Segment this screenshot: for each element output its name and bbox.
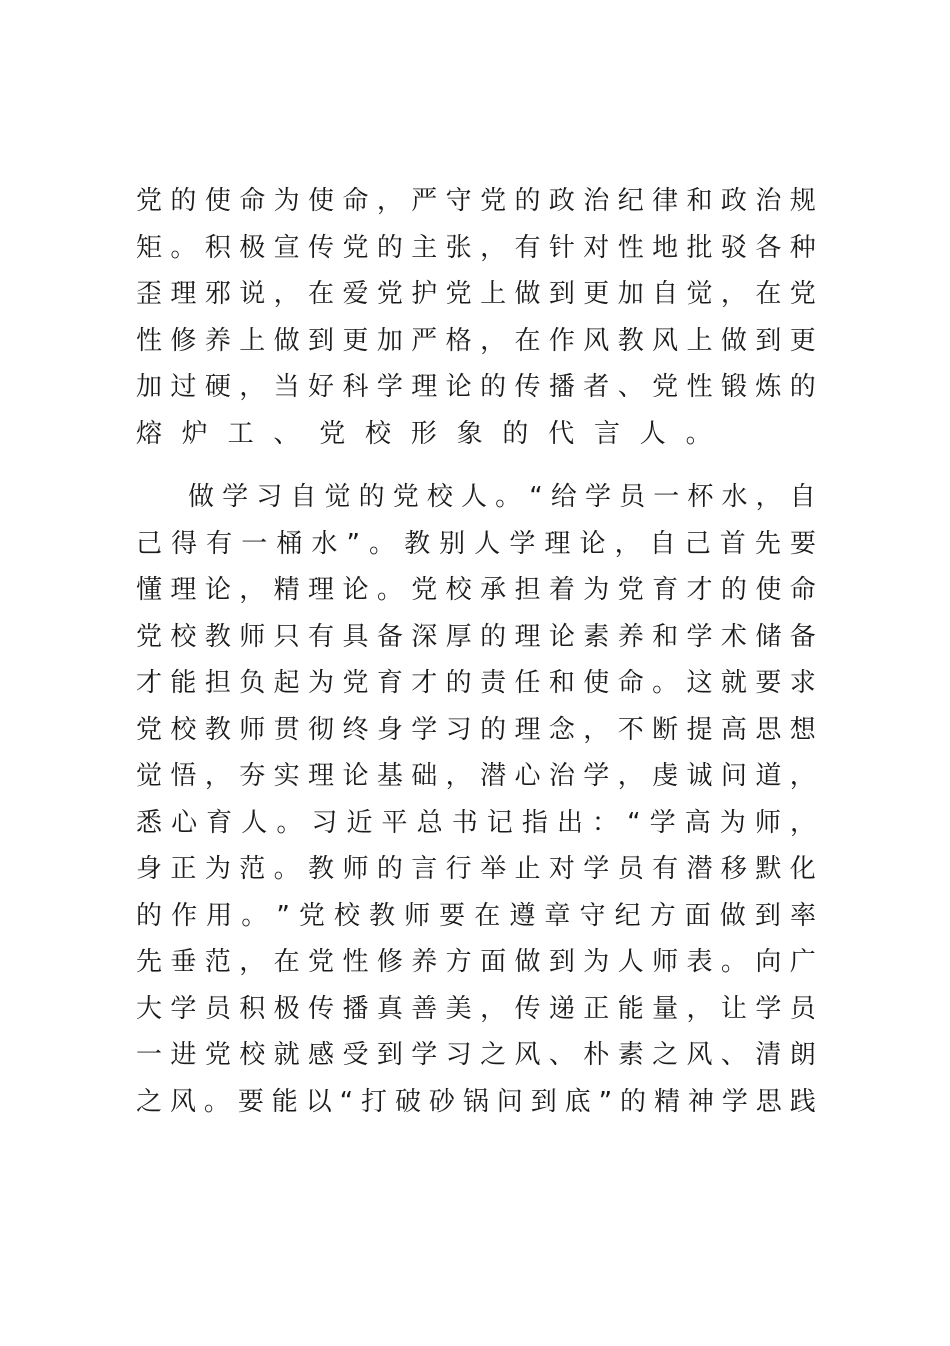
paragraph-2-line-4: 党 校 教 师 只 有 具 备 深 厚 的 理 论 素 养 和 学 术 储 备 xyxy=(136,621,816,652)
paragraph-2-line-2: 己 得 有 一 桶 水 ” 。 教 别 人 学 理 论 ， 自 己 首 先 要 xyxy=(136,528,816,559)
paragraph-2-line-7: 觉 悟 ， 夯 实 理 论 基 础 ， 潜 心 治 学 ， 虔 诚 问 道 ， xyxy=(136,761,816,791)
paragraph-2-line-3: 懂 理 论 ， 精 理 论 。 党 校 承 担 着 为 党 育 才 的 使 命 xyxy=(136,575,816,605)
paragraph-1-line-2: 矩 。 积 极 宣 传 党 的 主 张 ， 有 针 对 性 地 批 驳 各 种 xyxy=(136,232,816,263)
paragraph-2-line-10: 的 作 用 。 ” 党 校 教 师 要 在 遵 章 守 纪 方 面 做 到 率 xyxy=(136,900,816,931)
paragraph-1-line-1: 党 的 使 命 为 使 命 ， 严 守 党 的 政 治 纪 律 和 政 治 规 xyxy=(136,186,816,216)
paragraph-2 xyxy=(136,474,816,1125)
paragraph-2-line-9: 身 正 为 范 。 教 师 的 言 行 举 止 对 学 员 有 潜 移 默 化 xyxy=(136,854,816,884)
paragraph-2-line-14: 之 风 。 要 能 以 “ 打 破 砂 锅 问 到 底 ” 的 精 神 学 思 践 xyxy=(136,1086,816,1117)
paragraph-1-line-6: 熔炉工、党校形象的代言人。 xyxy=(136,418,732,449)
paragraph-1-line-4: 性 修 养 上 做 到 更 加 严 格 ， 在 作 风 教 风 上 做 到 更 xyxy=(136,325,816,356)
paragraph-2-line-8: 悉 心 育 人 。 习 近 平 总 书 记 指 出 ： “ 学 高 为 师 ， xyxy=(136,807,816,838)
paragraph-1-line-3: 歪 理 邪 说 ， 在 爱 党 护 党 上 做 到 更 加 自 觉 ， 在 党 xyxy=(136,279,816,309)
paragraph-2-line-5: 才 能 担 负 起 为 党 育 才 的 责 任 和 使 命 。 这 就 要 求 xyxy=(136,668,816,698)
paragraph-2-line-13: 一 进 党 校 就 感 受 到 学 习 之 风 、 朴 素 之 风 、 清 朗 xyxy=(136,1040,816,1070)
paragraph-2-line-11: 先 垂 范 ， 在 党 性 修 养 方 面 做 到 为 人 师 表 。 向 广 xyxy=(136,947,816,977)
paragraph-1-line-5: 加 过 硬 ， 当 好 科 学 理 论 的 传 播 者 、 党 性 锻 炼 的 xyxy=(136,372,816,402)
paragraph-2-line-6: 党 校 教 师 贯 彻 终 身 学 习 的 理 念 ， 不 断 提 高 思 想 xyxy=(136,714,816,745)
paragraph-2-line-12: 大 学 员 积 极 传 播 真 善 美 ， 传 递 正 能 量 ， 让 学 员 xyxy=(136,993,816,1024)
paragraph-2-line-1: 做 学 习 自 觉 的 党 校 人 。 “ 给 学 员 一 杯 水 ， 自 xyxy=(188,482,816,512)
paragraph-1 xyxy=(136,178,816,457)
